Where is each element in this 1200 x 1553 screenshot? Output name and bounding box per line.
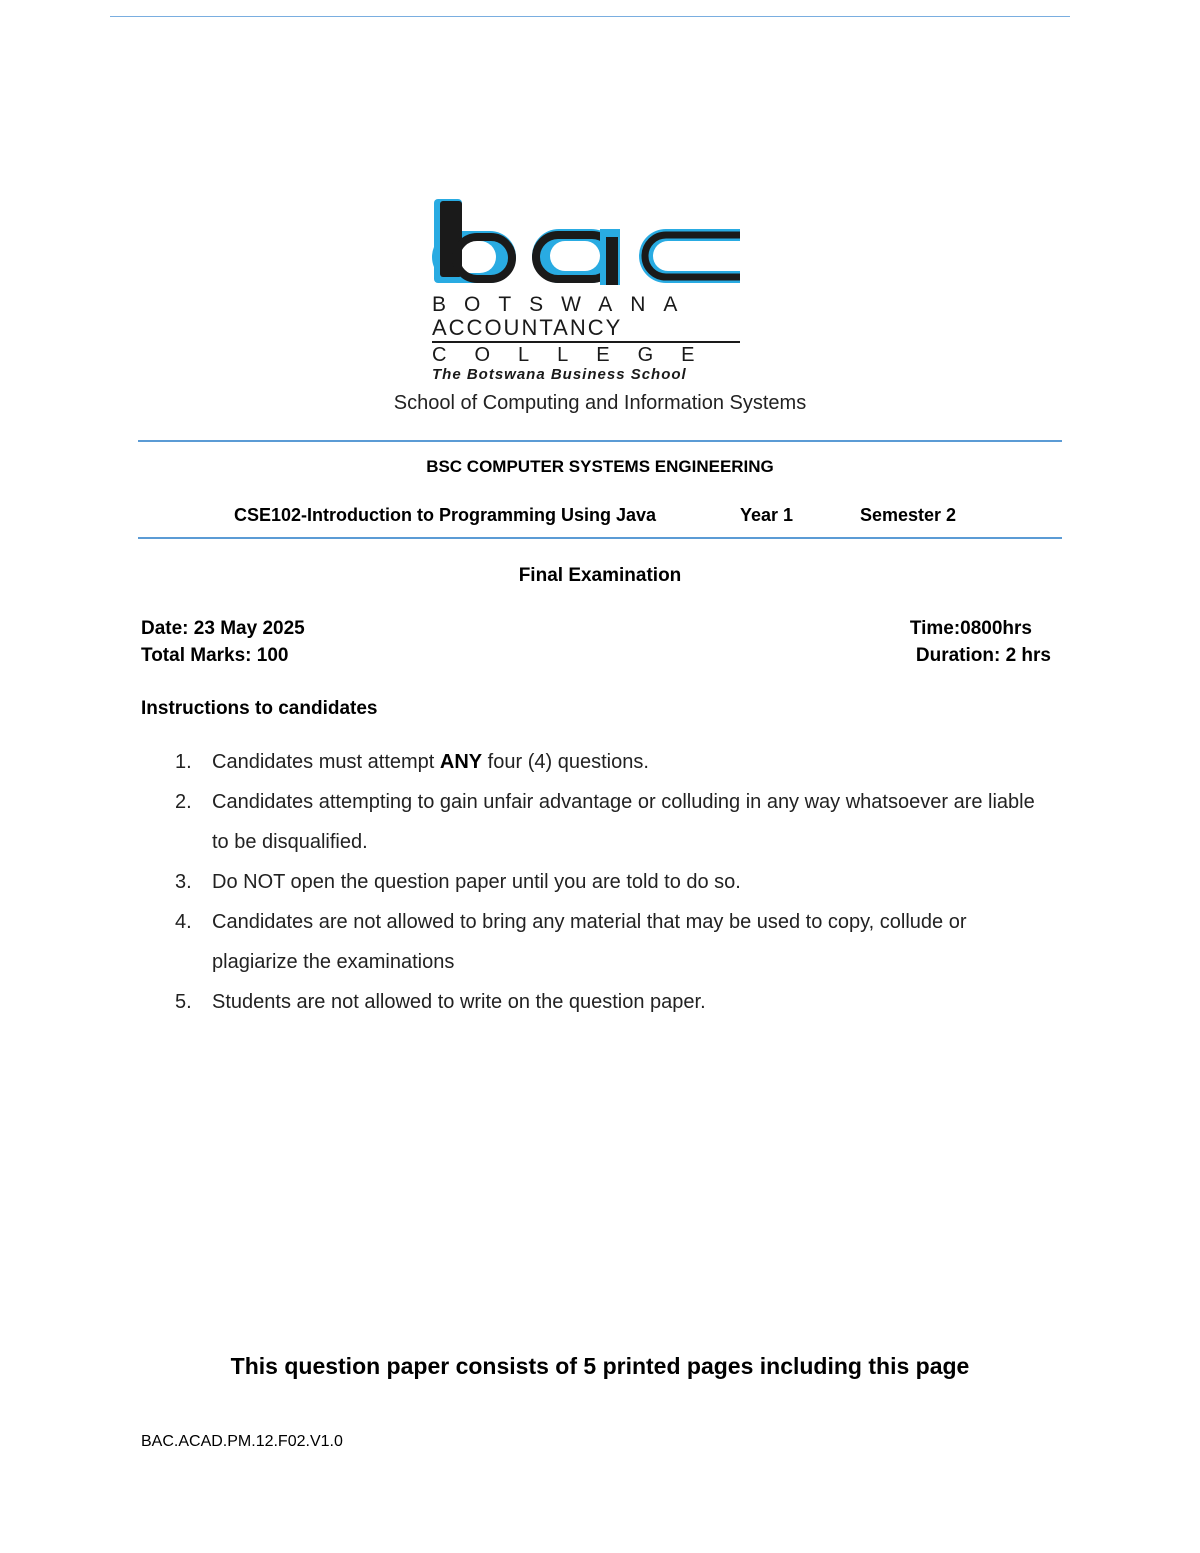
- instruction-text: Do NOT open the question paper until you are told to do so.: [212, 871, 741, 893]
- instruction-item: [141, 982, 1041, 1022]
- instruction-item: [141, 782, 1041, 862]
- exam-date: Date: 23 May 2025: [141, 618, 305, 639]
- header-rule-top: [138, 440, 1062, 442]
- logo-letter-a: [532, 229, 620, 285]
- exam-duration: Duration: 2 hrs: [915, 645, 1051, 666]
- instruction-number: 5.: [175, 991, 192, 1013]
- instruction-text: Candidates attempting to gain unfair advantage or colluding in any way whatsoever are liable to be disqualified.: [212, 791, 1035, 853]
- course-year: Year 1: [740, 505, 794, 525]
- instruction-emphasis: ANY: [439, 751, 483, 773]
- exam-total-marks: Total Marks: 100: [141, 645, 289, 666]
- instruction-number: 3.: [175, 871, 192, 893]
- school-name: School of Computing and Information Systems: [393, 392, 807, 414]
- logo-letter-b: [432, 199, 516, 283]
- instruction-number: 1.: [175, 751, 192, 773]
- top-rule: [110, 16, 1070, 17]
- logo-line-college: COLLEGE: [432, 344, 723, 366]
- instruction-text: Candidates are not allowed to bring any material that may be used to copy, collude or plagiarize the examinations: [212, 911, 967, 973]
- document-code: BAC.ACAD.PM.12.F02.V1.0: [141, 1433, 343, 1450]
- instruction-item: [141, 902, 1041, 982]
- instruction-text: Students are not allowed to write on the question paper.: [212, 991, 706, 1013]
- logo-line-botswana: BOTSWANA: [432, 293, 696, 316]
- instruction-text: four (4) questions.: [482, 751, 649, 773]
- logo-tagline: The Botswana Business School: [432, 366, 687, 383]
- instructions-list: [141, 742, 1041, 1022]
- course-semester: Semester 2: [860, 505, 957, 525]
- exam-title: Final Examination: [518, 565, 682, 586]
- instructions-heading: Instructions to candidates: [141, 698, 378, 719]
- bac-logo: [430, 195, 745, 385]
- instruction-number: 4.: [175, 911, 192, 933]
- logo-letter-c: [639, 229, 740, 283]
- header-rule-bottom: [138, 537, 1062, 539]
- instruction-item: [141, 742, 1041, 782]
- instruction-text: Candidates must attempt: [212, 751, 440, 773]
- instruction-item: [141, 862, 1041, 902]
- logo-line-accountancy: ACCOUNTANCY: [432, 315, 623, 340]
- instruction-number: 2.: [175, 791, 192, 813]
- exam-time: Time:0800hrs: [909, 618, 1032, 639]
- page-count-note: This question paper consists of 5 printed pages including this page: [230, 1353, 970, 1379]
- programme-title: BSC COMPUTER SYSTEMS ENGINEERING: [426, 457, 774, 476]
- course-title: CSE102-Introduction to Programming Using Java: [234, 505, 657, 525]
